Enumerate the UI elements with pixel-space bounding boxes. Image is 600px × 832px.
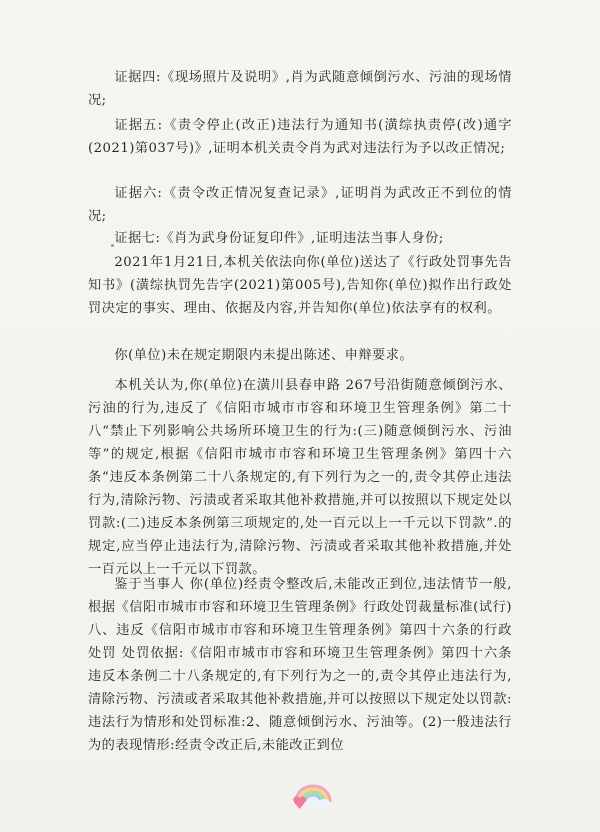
rainbow-heart-icon <box>288 780 334 818</box>
scan-dot-mark <box>111 244 114 247</box>
notice-served-paragraph: 2021年1月21日,本机关依法向你(单位)送达了《行政处罚事先告知书》(潢综执罚先告字(2021)第005号),告知你(单位)拟作出行政处罚决定的事实、理由、依据及内容,并告知你(单位)依法享有的权利。 <box>88 255 512 316</box>
evidence-5-paragraph: 证据五:《责令停止(改正)违法行为通知书(潢综执责停(改)通字(2021)第037号)》,证明本机关责令肖为武对违法行为予以改正情况; <box>88 118 512 156</box>
evidence-6-paragraph: 证据六:《责令改正情况复查记录》,证明肖为武改正不到位的情况; <box>88 186 512 224</box>
penalty-basis-paragraph: 鉴于当事人 你(单位)经责令整改后,未能改正到位,违法情节一般,根据《信阳市城市市容和环境卫生管理条例》行政处罚裁量标准(试行)八、违反《信阳市城市市容和环境卫生管理条例》第四十六条的行政处罚 处罚依据:《信阳市城市市容和环境卫生管理条例》第四十六条 违反本条例二十八条规定的,有下列行为之一的,责令其停止违法行为,清除污物、污渍或者采取其他补救措施,并可以按照以下规定处以罚款:违法行为情形和处罚标准:2、随意倾倒污水、污油等。(2)一般违法行为的表现情形:经责令改正后,未能改正到位 <box>88 577 512 753</box>
evidence-4-paragraph: 证据四:《现场照片及说明》,肖为武随意倾倒污水、污油的现场情况; <box>88 70 512 108</box>
agency-finding-paragraph: 本机关认为,你(单位)在潢川县春申路 267号沿街随意倾倒污水、污油的行为,违反了《信阳市城市市容和环境卫生管理条例》第二十八“禁止下列影响公共场所环境卫生的行为:(三)随意倾倒污水、污油等”的规定,根据《信阳市城市市容和环境卫生管理条例》第四十六条“违反本条例第二十八条规定的,有下列行为之一的,责令其停止违法行为,清除污物、污渍或者采取其他补救措施,并可以按照以下规定处以罚款:(二)违反本条例第三项规定的,处一百元以上一千元以下罚款”.的规定,应当停止违法行为,清除污物、污渍或者采取其他补救措施,并处一百元以上一千元以下罚款。 <box>88 378 512 577</box>
no-statement-paragraph: 你(单位)未在规定期限内未提出陈述、申辩要求。 <box>114 348 414 363</box>
evidence-7-paragraph: 证据七:《肖为武身份证复印件》,证明违法当事人身份; <box>114 231 444 246</box>
